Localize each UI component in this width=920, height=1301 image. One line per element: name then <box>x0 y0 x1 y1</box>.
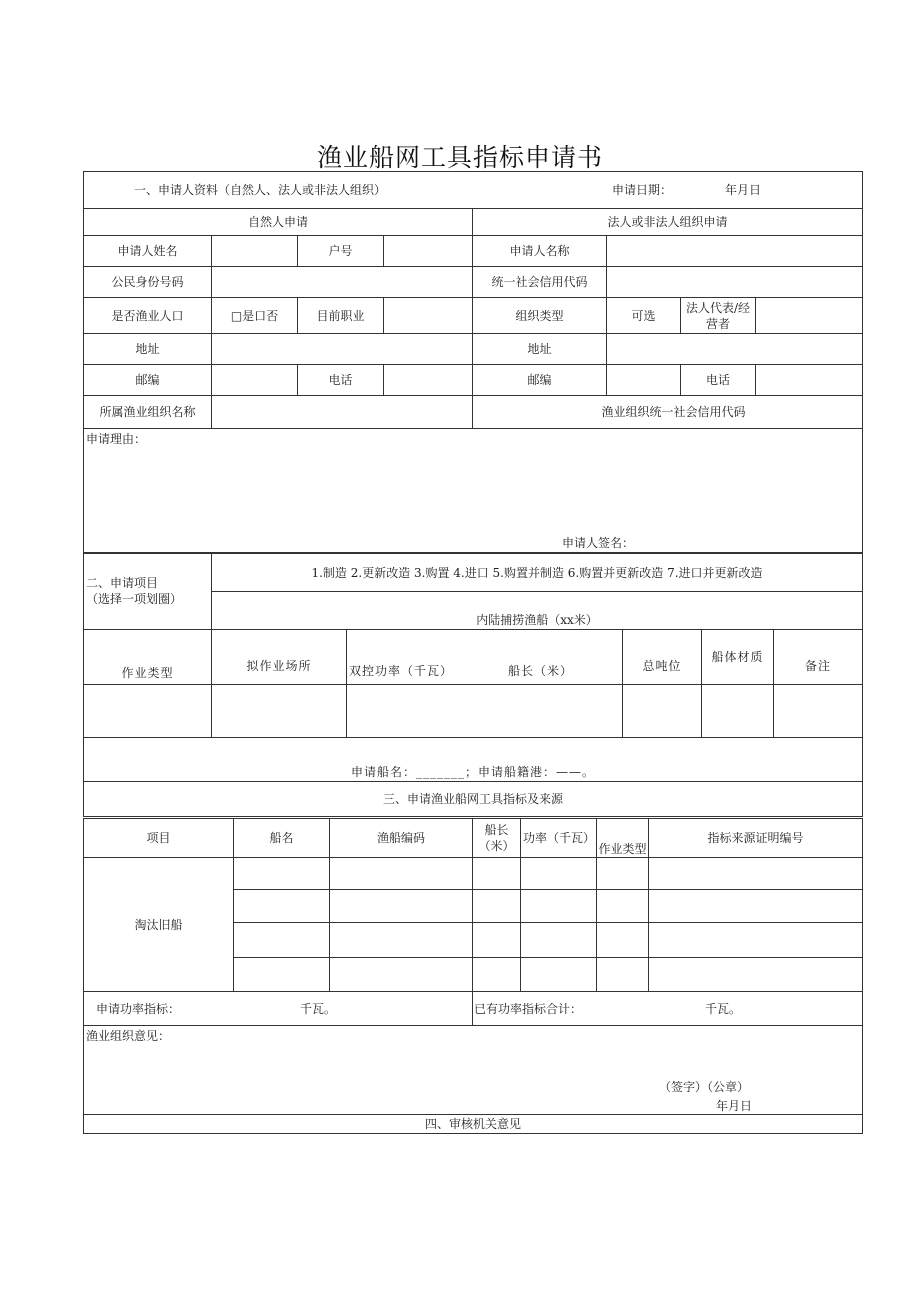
col-hull-material: 船体材质 <box>702 630 774 685</box>
table-cell[interactable] <box>521 923 597 958</box>
address-label: 地址 <box>84 334 212 365</box>
section1-heading: 一、申请人资料（自然人、法人或非法人组织） <box>134 183 387 197</box>
table-cell[interactable] <box>473 923 521 958</box>
section4-heading: 四、审核机关意见 <box>84 1115 863 1134</box>
table-cell[interactable] <box>330 858 473 890</box>
col-ship-code: 渔船编码 <box>330 819 473 858</box>
vessel-type-field[interactable]: 内陆捕捞渔船（xx米） <box>212 592 863 630</box>
section1-header-row <box>84 172 863 209</box>
application-item-label-cell <box>84 553 212 630</box>
table-cell[interactable] <box>234 858 330 890</box>
application-item-table <box>83 552 863 817</box>
fishery-org-name-field[interactable] <box>212 396 473 429</box>
postcode-label: 邮编 <box>84 365 212 396</box>
requested-power-cell[interactable] <box>84 992 473 1026</box>
credit-code-label: 统一社会信用代码 <box>473 267 607 298</box>
operation-type-field[interactable] <box>84 685 212 738</box>
fishery-org-credit-label: 渔业组织统一社会信用代码 <box>473 396 863 429</box>
fishery-org-opinion-box[interactable] <box>84 1026 863 1115</box>
power-length-field[interactable] <box>347 685 623 738</box>
application-type-options[interactable]: 1.制造 2.更新改造 3.购置 4.进口 5.购置并制造 6.购置并更新改造 7.进口并更新改造 <box>212 553 863 592</box>
col-ship-name: 船名 <box>234 819 330 858</box>
table-cell[interactable] <box>330 923 473 958</box>
fishery-org-opinion-label: 渔业组织意见： <box>86 1029 171 1043</box>
col-item: 项目 <box>84 819 234 858</box>
table-cell[interactable] <box>521 958 597 992</box>
apply-date-value[interactable]: 年月日 <box>725 183 762 197</box>
table-cell[interactable] <box>597 958 649 992</box>
table-cell[interactable] <box>597 890 649 923</box>
fishery-org-name-label: 所属渔业组织名称 <box>84 396 212 429</box>
phone-field[interactable] <box>384 365 473 396</box>
id-number-field[interactable] <box>212 267 473 298</box>
legal-rep-field[interactable] <box>756 298 863 334</box>
col-operation-area: 拟作业场所 <box>212 630 347 685</box>
table-cell[interactable] <box>649 923 863 958</box>
postcode-field[interactable] <box>212 365 298 396</box>
col-work-type: 作业类型 <box>597 819 649 858</box>
natural-person-header: 自然人申请 <box>84 209 473 236</box>
phone-label: 电话 <box>298 365 384 396</box>
existing-power-label: 已有功率指标合计： <box>474 1002 583 1016</box>
hukou-label: 户号 <box>298 236 384 267</box>
applicant-name-label: 申请人姓名 <box>84 236 212 267</box>
table-cell[interactable] <box>473 858 521 890</box>
col-ship-power: 功率（千瓦） <box>521 819 597 858</box>
table-cell[interactable] <box>521 890 597 923</box>
org-postcode-field[interactable] <box>607 365 681 396</box>
col-length: 船长（米） <box>508 664 574 678</box>
signature-seal-label: （签字）（公章） <box>659 1080 750 1094</box>
requested-power-unit: 千瓦。 <box>300 1002 337 1016</box>
hukou-field[interactable] <box>384 236 473 267</box>
table-cell[interactable] <box>473 958 521 992</box>
col-source-cert-number: 指标来源证明编号 <box>649 819 863 858</box>
section3-heading: 三、申请渔业船网工具指标及来源 <box>84 782 863 817</box>
table-cell[interactable] <box>234 923 330 958</box>
occupation-field[interactable] <box>384 298 473 334</box>
org-type-option[interactable]: 可选 <box>607 298 681 334</box>
address-field[interactable] <box>212 334 473 365</box>
org-address-field[interactable] <box>607 334 863 365</box>
ship-name-port-line[interactable]: 申请船名：_______；申请船籍港：——。 <box>84 738 863 782</box>
org-address-label: 地址 <box>473 334 607 365</box>
application-reason-box[interactable] <box>84 429 863 554</box>
table-cell[interactable] <box>597 923 649 958</box>
col-power-length <box>347 630 623 685</box>
table-cell[interactable] <box>649 858 863 890</box>
existing-power-cell[interactable] <box>473 992 863 1026</box>
col-tonnage: 总吨位 <box>623 630 702 685</box>
table-cell[interactable] <box>649 958 863 992</box>
existing-power-unit: 千瓦。 <box>705 1002 742 1016</box>
reason-label: 申请理由： <box>86 432 147 446</box>
table-cell[interactable] <box>234 890 330 923</box>
occupation-label: 目前职业 <box>298 298 384 334</box>
org-phone-field[interactable] <box>756 365 863 396</box>
org-type-label: 组织类型 <box>473 298 607 334</box>
col-ship-length: 船长（米） <box>473 819 521 858</box>
legal-rep-label: 法人代表/经营者 <box>681 298 756 334</box>
table-cell[interactable] <box>234 958 330 992</box>
remarks-field[interactable] <box>774 685 863 738</box>
applicant-org-name-label: 申请人名称 <box>473 236 607 267</box>
tonnage-field[interactable] <box>623 685 702 738</box>
section2-heading: 二、申请项目 <box>86 576 159 590</box>
legal-entity-header: 法人或非法人组织申请 <box>473 209 863 236</box>
applicant-org-name-field[interactable] <box>607 236 863 267</box>
opinion-date-label: 年月日 <box>716 1099 753 1113</box>
table-cell[interactable] <box>473 890 521 923</box>
applicant-signature-label: 申请人签名： <box>562 536 635 550</box>
col-power: 双控功率（千瓦） <box>349 664 454 678</box>
apply-date-label: 申请日期： <box>612 183 673 197</box>
table-cell[interactable] <box>521 858 597 890</box>
indicator-source-table <box>83 818 863 1134</box>
fishery-population-label: 是否渔业人口 <box>84 298 212 334</box>
org-postcode-label: 邮编 <box>473 365 607 396</box>
table-cell[interactable] <box>597 858 649 890</box>
hull-material-field[interactable] <box>702 685 774 738</box>
page-title: 渔业船网工具指标申请书 <box>316 143 603 172</box>
col-remarks: 备注 <box>774 630 863 685</box>
table-cell[interactable] <box>330 958 473 992</box>
operation-area-field[interactable] <box>212 685 347 738</box>
table-cell[interactable] <box>649 890 863 923</box>
retired-vessel-label: 淘汰旧船 <box>84 858 234 992</box>
section2-subheading: （选择一项划圈） <box>86 592 183 606</box>
org-phone-label: 电话 <box>681 365 756 396</box>
col-operation-type: 作业类型 <box>84 630 212 685</box>
applicant-info-table <box>83 171 863 554</box>
id-number-label: 公民身份号码 <box>84 267 212 298</box>
fishery-population-checkbox[interactable]: □是口否 <box>212 298 298 334</box>
requested-power-label: 申请功率指标： <box>96 1002 181 1016</box>
credit-code-field[interactable] <box>607 267 863 298</box>
table-cell[interactable] <box>330 890 473 923</box>
applicant-name-field[interactable] <box>212 236 298 267</box>
